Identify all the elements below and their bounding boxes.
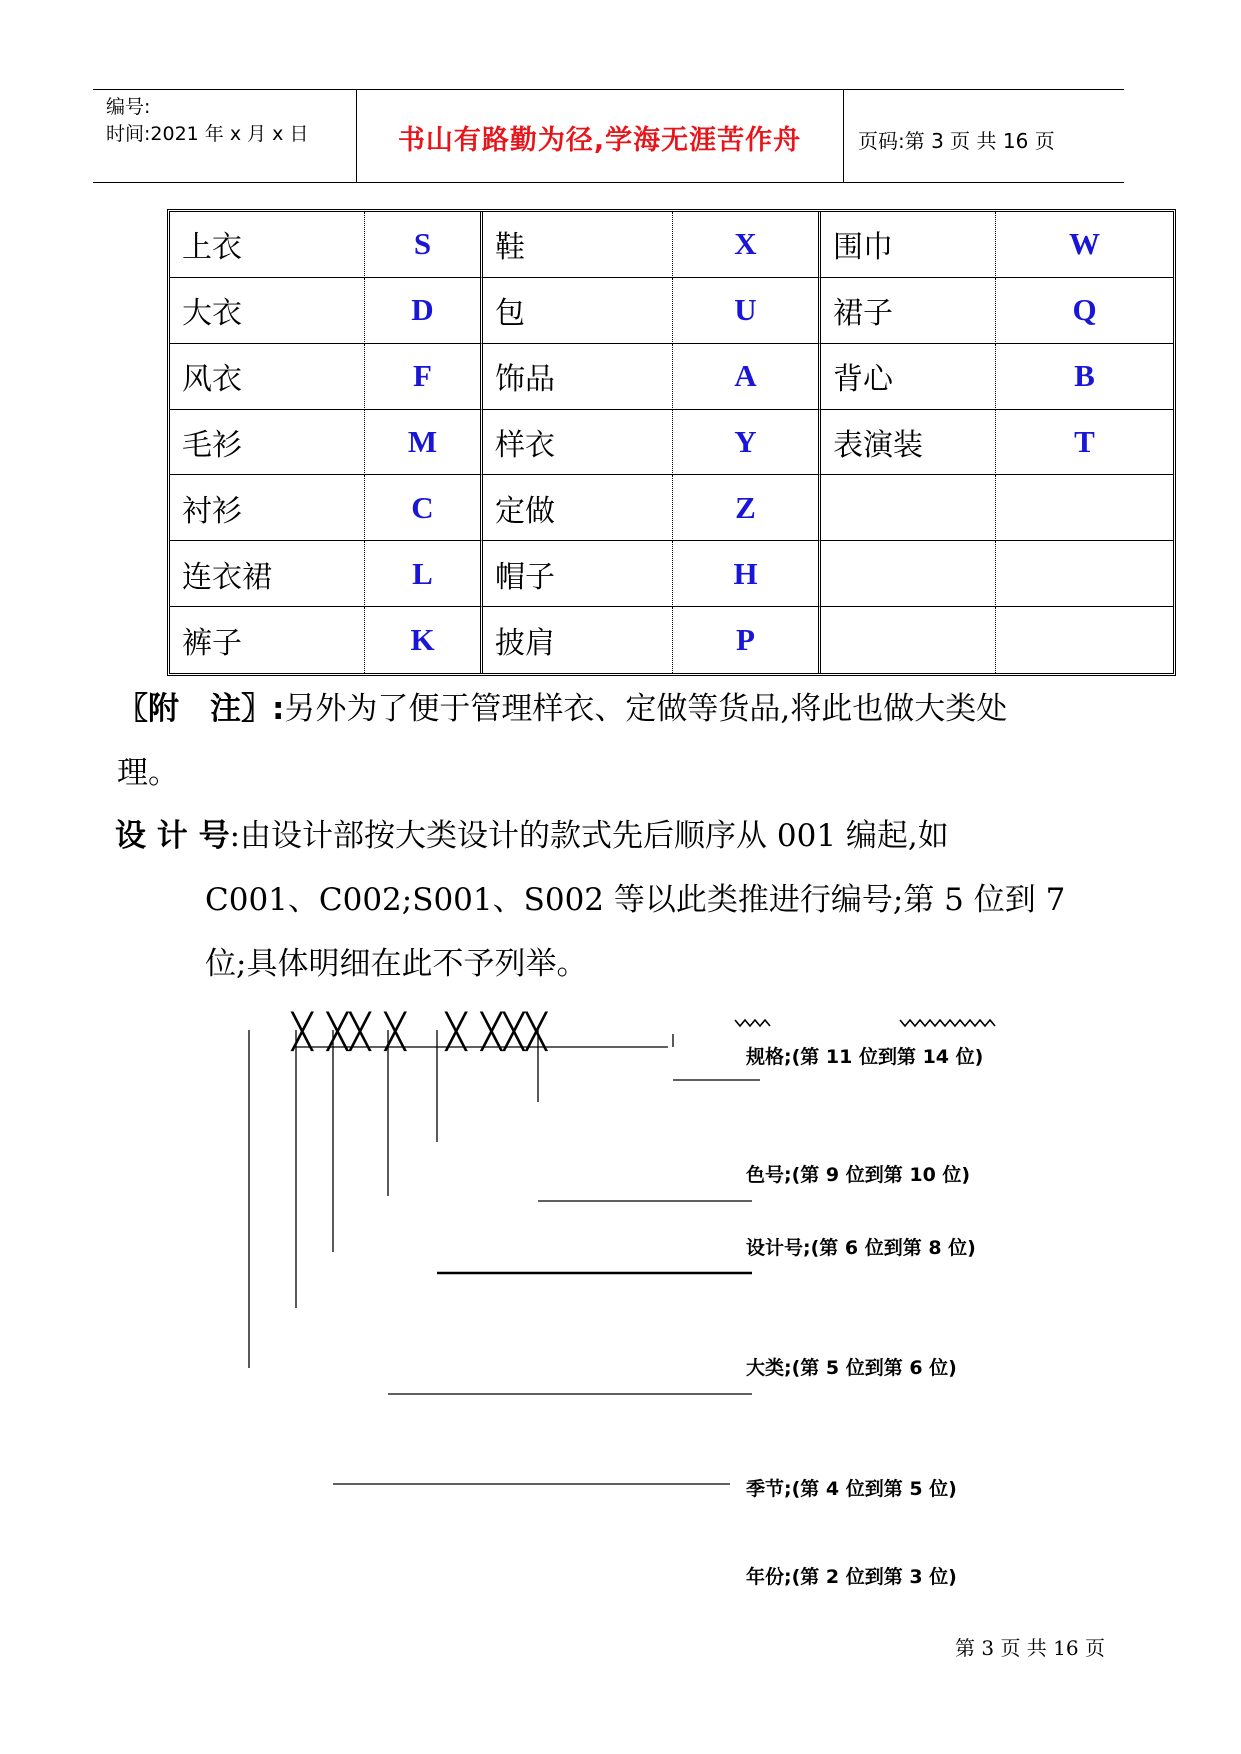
note-line-1: 另外为了便于管理样衣、定做等货品,将此也做大类处 [284, 691, 1008, 727]
category-name-cell: 裤子 [170, 607, 365, 673]
category-code-cell: D [365, 278, 483, 344]
category-name-cell: 帽子 [483, 541, 673, 607]
category-code-cell: F [365, 344, 483, 410]
category-name-cell: 披肩 [483, 607, 673, 673]
category-code-cell: L [365, 541, 483, 607]
category-name-cell: 包 [483, 278, 673, 344]
header-number: 编号: [106, 96, 151, 118]
header-motto: 书山有路勤为径,学海无涯苦作舟 [397, 125, 802, 156]
category-name-cell: 背心 [821, 344, 996, 410]
category-code-cell: W [996, 212, 1173, 278]
category-code-cell: P [673, 607, 821, 673]
category-code-cell: B [996, 344, 1173, 410]
header-page-info: 页码:第 3 页 共 16 页 [858, 129, 1055, 153]
wave-mark-left [735, 1020, 770, 1026]
category-name-cell: 风衣 [170, 344, 365, 410]
category-name-cell: 鞋 [483, 212, 673, 278]
category-name-cell: 表演装 [821, 410, 996, 476]
design-number-colon: : [229, 818, 241, 854]
category-name-cell: 样衣 [483, 410, 673, 476]
label-design: 设计号;(第 6 位到第 8 位) [746, 1237, 976, 1259]
design-number-label: 设 计 号 [115, 818, 230, 854]
category-code-cell: C [365, 475, 483, 541]
category-code-cell: A [673, 344, 821, 410]
label-color: 色号;(第 9 位到第 10 位) [746, 1164, 971, 1186]
note-line-2: 理。 [117, 755, 179, 791]
category-name-cell: 裙子 [821, 278, 996, 344]
category-code-cell: Q [996, 278, 1173, 344]
label-season: 季节;(第 4 位到第 5 位) [746, 1478, 957, 1500]
category-name-cell: 连衣裙 [170, 541, 365, 607]
design-number-line-3: 位;具体明细在此不予列举。 [205, 946, 588, 982]
footer-page-number: 第 3 页 共 16 页 [955, 1636, 1105, 1660]
category-name-cell: 衬衫 [170, 475, 365, 541]
design-number-line-1: 由设计部按大类设计的款式先后顺序从 001 编起,如 [240, 818, 949, 854]
label-category: 大类;(第 5 位到第 6 位) [746, 1357, 957, 1379]
wave-mark-right [900, 1020, 995, 1026]
category-name-cell: 大衣 [170, 278, 365, 344]
category-code-cell: X [673, 212, 821, 278]
category-name-cell: 围巾 [821, 212, 996, 278]
category-name-cell: 定做 [483, 475, 673, 541]
note-label: 〖附 注〗: [117, 691, 285, 727]
category-code-cell: S [365, 212, 483, 278]
category-name-cell: 饰品 [483, 344, 673, 410]
label-year: 年份;(第 2 位到第 3 位) [746, 1566, 957, 1588]
category-code-cell: M [365, 410, 483, 476]
category-name-cell: 毛衫 [170, 410, 365, 476]
code-marks: ╳ ╳╳ ╳ ╳ ╳╳╳ [292, 1012, 549, 1052]
category-code-cell: U [673, 278, 821, 344]
category-code-cell: Z [673, 475, 821, 541]
header-time: 时间:2021 年 x 月 x 日 [106, 123, 309, 145]
category-code-cell: T [996, 410, 1173, 476]
design-number-line-2: C001、C002;S001、S002 等以此类推进行编号;第 5 位到 7 [205, 882, 1066, 918]
label-spec: 规格;(第 11 位到第 14 位) [746, 1046, 984, 1068]
category-code-cell: Y [673, 410, 821, 476]
category-code-cell: H [673, 541, 821, 607]
category-name-cell: 上衣 [170, 212, 365, 278]
category-code-cell: K [365, 607, 483, 673]
